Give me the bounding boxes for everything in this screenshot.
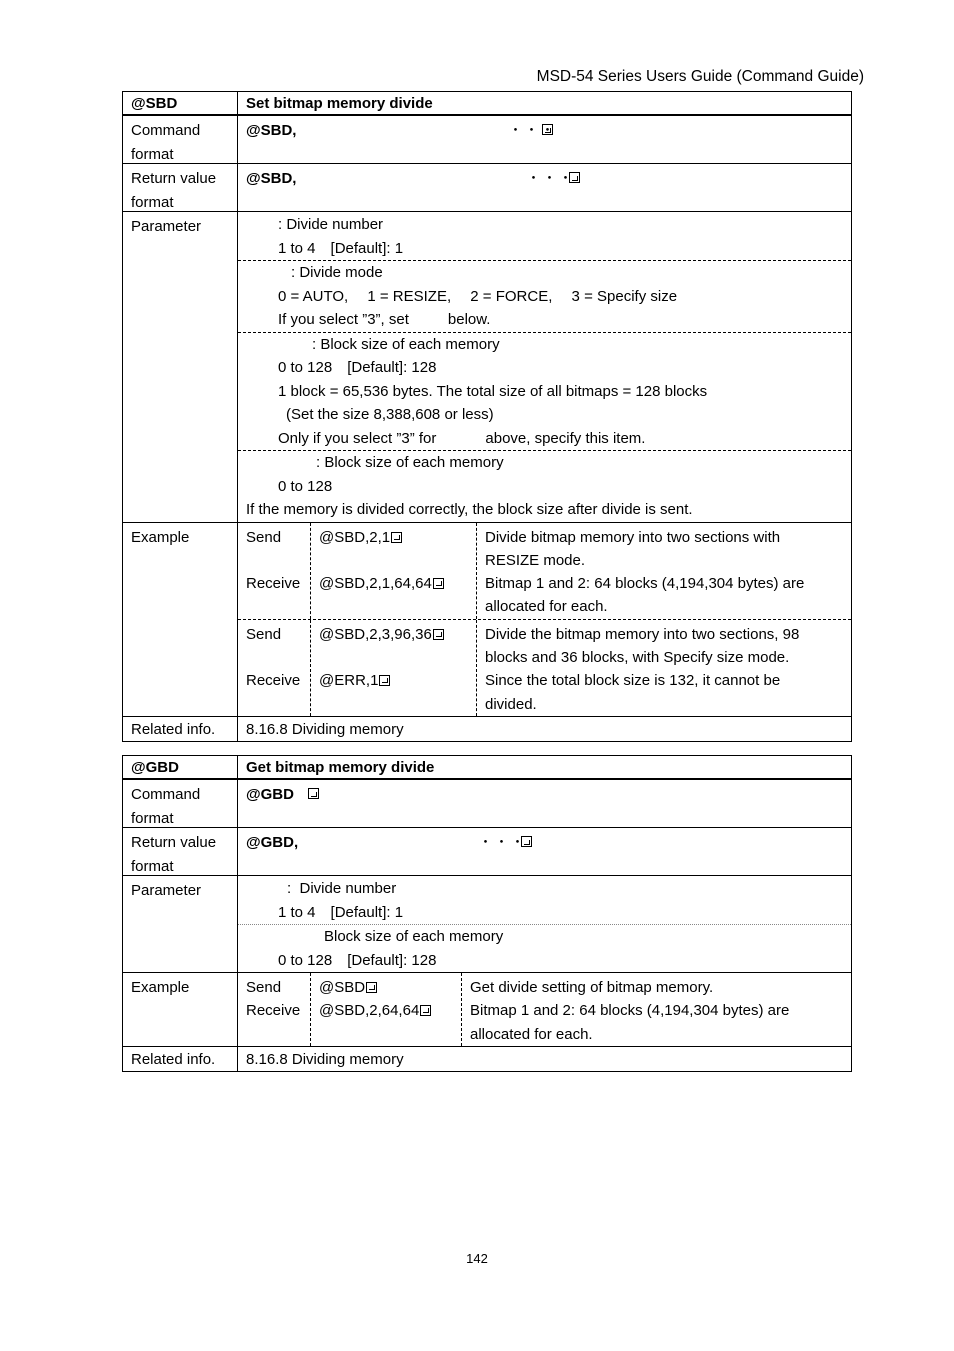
related-label: Related info.	[123, 717, 238, 742]
gbd-command-table	[122, 755, 852, 1072]
page-header: MSD-54 Series Users Guide (Command Guide)	[536, 68, 864, 85]
return-key-icon	[366, 982, 377, 993]
command-name: @GBD	[123, 756, 238, 778]
param-block-size: Block size of each memory 0 to 128 [Default]: 128	[238, 924, 851, 972]
related-label: Related info.	[123, 1047, 238, 1072]
return-key-icon	[569, 172, 580, 183]
command-format-row	[123, 779, 851, 827]
return-format-label: Return value format	[123, 828, 238, 875]
related-row	[123, 716, 851, 742]
related-link[interactable]: 8.16.8 Dividing memory	[246, 1050, 404, 1068]
example-block: Send Receive @SBD,2,3,96,36 @ERR,1 Divide the bitmap memory into two sections, 98 blocks and 36 blocks, with Specify size mode. Since the total block size is 132, it cannot be divided.	[238, 619, 851, 716]
gbd-title-row	[123, 756, 851, 779]
param-divide-mode: : Divide mode 0 = AUTO, 1 = RESIZE, 2 = FORCE, 3 = Specify size If you select ”3”, set below.	[238, 260, 851, 332]
example-block: Send Receive @SBD,2,1 @SBD,2,1,64,64 Divide bitmap memory into two sections with RESIZE mode. Bitmap 1 and 2: 64 blocks (4,194,304 bytes) are allocated for each.	[238, 523, 851, 619]
example-row	[123, 972, 851, 1046]
parameter-list	[238, 876, 851, 972]
return-key-icon	[308, 788, 319, 799]
command-format-label: Command format	[123, 116, 238, 163]
example-block: Send Receive @SBD @SBD,2,64,64 Get divide setting of bitmap memory. Bitmap 1 and 2: 64 blocks (4,194,304 bytes) are allocated for each.	[238, 973, 851, 1046]
related-link[interactable]: 8.16.8 Dividing memory	[246, 720, 404, 738]
parameter-label: Parameter	[123, 876, 238, 972]
ellipsis: ・・・	[508, 122, 557, 139]
sbd-title-row	[123, 92, 851, 115]
sbd-command-table	[122, 91, 852, 742]
example-list	[238, 973, 851, 1046]
command-title: Set bitmap memory divide	[246, 95, 433, 112]
return-key-icon	[521, 836, 532, 847]
return-format-text: @GBD,	[246, 834, 299, 851]
return-key-icon	[379, 675, 390, 686]
command-format-value	[238, 116, 851, 163]
page-number: 142	[466, 1251, 488, 1266]
param-block-size: : Block size of each memory 0 to 128 [Default]: 128 1 block = 65,536 bytes. The total size of all bitmaps = 128 blocks (Set the size 8,388,608 or less) Only if you select ”3” for above, specify this item.	[238, 332, 851, 451]
param-divide-number: : Divide number 1 to 4 [Default]: 1	[278, 880, 404, 921]
command-format-value	[238, 780, 851, 827]
return-format-row	[123, 163, 851, 211]
ellipsis: ・・・	[478, 834, 527, 851]
example-label: Example	[123, 973, 238, 1046]
return-format-row	[123, 827, 851, 875]
return-key-icon	[433, 578, 444, 589]
command-name: @SBD	[123, 92, 238, 114]
return-key-icon	[433, 629, 444, 640]
command-format-text: @SBD,	[246, 122, 297, 139]
example-list	[238, 523, 851, 716]
example-label: Example	[123, 523, 238, 716]
return-format-value	[238, 164, 851, 211]
example-row	[123, 522, 851, 716]
ellipsis: ・・・	[526, 170, 575, 187]
command-format-label: Command format	[123, 780, 238, 827]
parameter-row	[123, 875, 851, 972]
return-key-icon	[391, 532, 402, 543]
parameter-list	[238, 212, 851, 522]
command-format-text: @GBD	[246, 786, 294, 803]
command-title: Get bitmap memory divide	[246, 759, 435, 776]
related-row	[123, 1046, 851, 1072]
return-format-text: @SBD,	[246, 170, 297, 187]
return-format-value	[238, 828, 851, 875]
return-format-label: Return value format	[123, 164, 238, 211]
param-block-size-return: : Block size of each memory 0 to 128 If the memory is divided correctly, the block size after divide is sent.	[238, 450, 851, 522]
param-divide-number: : Divide number 1 to 4 [Default]: 1	[278, 216, 404, 257]
command-format-row	[123, 115, 851, 163]
parameter-row	[123, 211, 851, 522]
return-key-icon	[420, 1005, 431, 1016]
parameter-label: Parameter	[123, 212, 238, 522]
return-key-icon	[542, 124, 553, 135]
